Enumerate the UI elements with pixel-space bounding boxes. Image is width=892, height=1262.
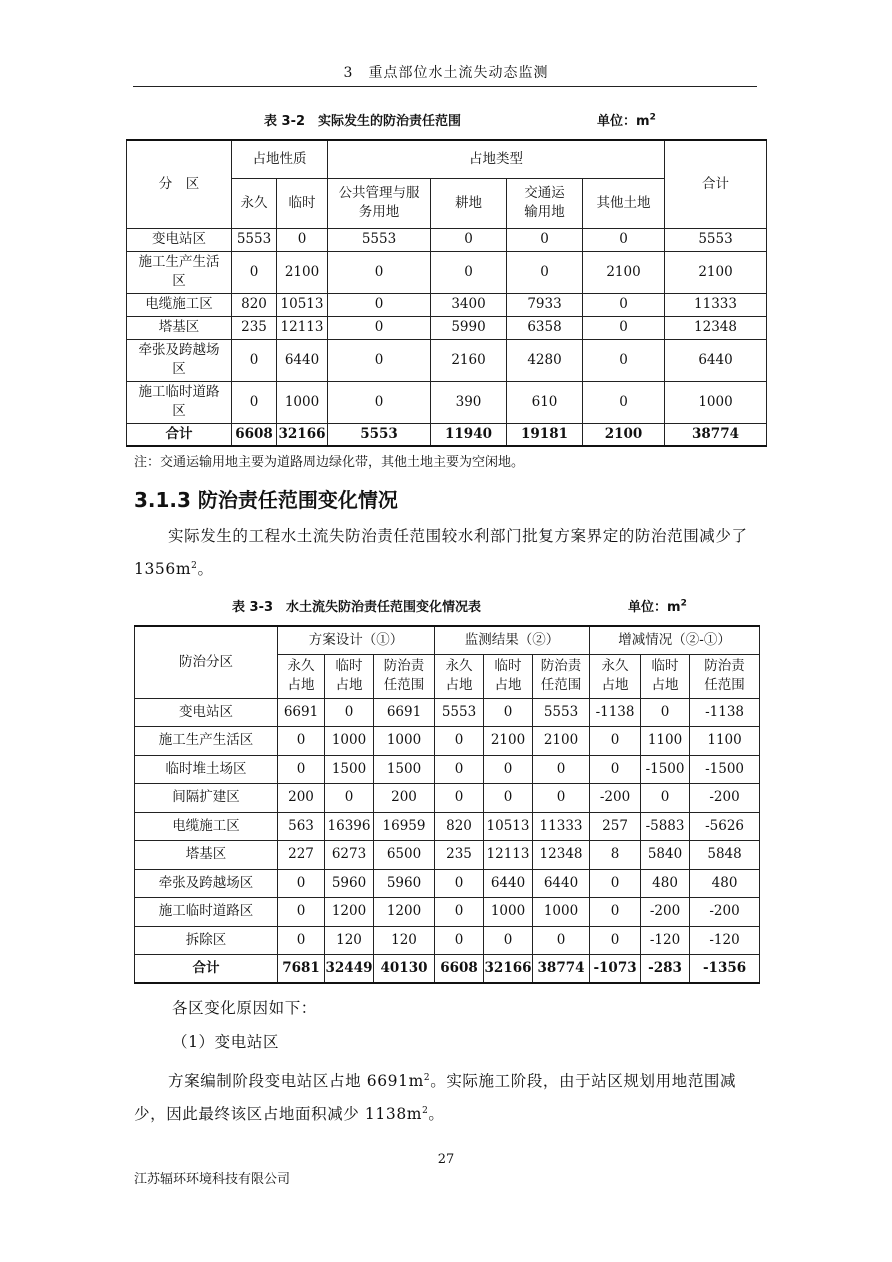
row-label: 拆除区: [135, 926, 278, 955]
table-cell: 0: [328, 316, 431, 339]
table-cell: 0: [328, 339, 431, 381]
subheader-cell: 永久占地: [435, 654, 484, 698]
table-cell: 12348: [665, 316, 767, 339]
table-cell: -5626: [690, 812, 760, 841]
table-cell: 38774: [533, 955, 590, 984]
table-cell: -200: [690, 784, 760, 813]
table-cell: -1138: [590, 698, 641, 727]
row-label: 合计: [135, 955, 278, 984]
table-cell: 0: [435, 926, 484, 955]
table-row: [135, 812, 760, 841]
table-cell: 200: [374, 784, 435, 813]
section-paragraph: 实际发生的工程水土流失防治责任范围较水利部门批复方案界定的防治范围减少了 $1356m^2$。: [134, 527, 748, 579]
table-cell: 10513: [484, 812, 533, 841]
table-cell: 0: [278, 755, 325, 784]
table-cell: 200: [278, 784, 325, 813]
table-cell: 0: [484, 784, 533, 813]
table-cell: 0: [590, 898, 641, 927]
table-cell: -200: [590, 784, 641, 813]
table-row: [135, 898, 760, 927]
table-row: [127, 316, 767, 339]
table-cell: 0: [583, 381, 665, 423]
table-cell: 0: [590, 869, 641, 898]
table-cell: 1100: [690, 727, 760, 756]
table-cell: 0: [278, 727, 325, 756]
table-cell: 11940: [431, 423, 507, 446]
table-cell: 6691: [374, 698, 435, 727]
table-3-2-caption: 表 3-2 实际发生的防治责任范围: [264, 114, 462, 129]
table-cell: 0: [328, 381, 431, 423]
table-cell: -200: [641, 898, 690, 927]
row-label: 合计: [127, 423, 232, 446]
table-cell: 5960: [374, 869, 435, 898]
table-cell: -200: [690, 898, 760, 927]
table-cell: 257: [590, 812, 641, 841]
body-paragraph: 方案编制阶段变电站区占地 $6691m^2$。实际施工阶段，由于站区规划用地范围减少，因此最终该区占地面积减少 $1138m^2$。: [134, 1072, 737, 1124]
row-label: 变电站区: [135, 698, 278, 727]
table-cell: 0: [641, 784, 690, 813]
table-row: [135, 841, 760, 870]
table-cell: 6440: [277, 339, 328, 381]
row-label: 临时堆土场区: [135, 755, 278, 784]
table-cell: 0: [278, 926, 325, 955]
table-cell: 1500: [374, 755, 435, 784]
table-cell: -1073: [590, 955, 641, 984]
row-label: 施工临时道路区: [135, 898, 278, 927]
table-cell: 8: [590, 841, 641, 870]
table-cell: 2100: [484, 727, 533, 756]
table-cell: 0: [325, 698, 374, 727]
table-row: [127, 339, 767, 381]
header-group-monitor: 监测结果（②）: [435, 626, 590, 654]
table-cell: 1000: [484, 898, 533, 927]
table-cell: 5553: [328, 228, 431, 251]
table-cell: 5553: [328, 423, 431, 446]
table-cell: 32166: [277, 423, 328, 446]
row-label: 电缆施工区: [135, 812, 278, 841]
table-cell: 11333: [665, 293, 767, 316]
table-cell: -120: [690, 926, 760, 955]
subheader-cell: 防治责任范围: [533, 654, 590, 698]
table-cell: 1000: [325, 727, 374, 756]
table-cell: 820: [435, 812, 484, 841]
table-cell: 0: [583, 228, 665, 251]
table-cell: 0: [431, 228, 507, 251]
table-cell: 5553: [435, 698, 484, 727]
subheader-cell: 永久占地: [590, 654, 641, 698]
table-row: [135, 926, 760, 955]
table-cell: 0: [641, 698, 690, 727]
table-cell: -1138: [690, 698, 760, 727]
table-cell: 19181: [507, 423, 583, 446]
table-row: [135, 869, 760, 898]
table-cell: 7681: [278, 955, 325, 984]
table-cell: 2100: [583, 423, 665, 446]
table-cell: 0: [507, 228, 583, 251]
table-cell: 7933: [507, 293, 583, 316]
table-row: [127, 423, 767, 446]
row-label: 塔基区: [135, 841, 278, 870]
table-cell: 0: [583, 316, 665, 339]
table-3-3-caption: 表 3-3 水土流失防治责任范围变化情况表: [232, 600, 482, 615]
table-cell: 2100: [583, 251, 665, 293]
table-cell: 0: [484, 698, 533, 727]
table-cell: 0: [590, 727, 641, 756]
table-cell: 5553: [665, 228, 767, 251]
table-cell: 2100: [277, 251, 328, 293]
table-cell: 0: [431, 251, 507, 293]
table-cell: 6440: [533, 869, 590, 898]
table-row: [127, 293, 767, 316]
subheader-cell: 永久: [232, 178, 277, 228]
table-cell: 6608: [435, 955, 484, 984]
table-cell: 6500: [374, 841, 435, 870]
subheader-cell: 防治责任范围: [690, 654, 760, 698]
table-cell: 12113: [277, 316, 328, 339]
table-cell: 0: [435, 869, 484, 898]
table-cell: -1500: [690, 755, 760, 784]
table-cell: 0: [590, 755, 641, 784]
table-cell: 6358: [507, 316, 583, 339]
table-cell: 1500: [325, 755, 374, 784]
table-3-3-body: [135, 698, 760, 983]
header-zone: 防治分区: [135, 626, 278, 698]
table-cell: 610: [507, 381, 583, 423]
table-cell: -1500: [641, 755, 690, 784]
table-cell: 1000: [374, 727, 435, 756]
row-label: 塔基区: [127, 316, 232, 339]
table-cell: 0: [435, 755, 484, 784]
table-row: [127, 228, 767, 251]
header-zone: 分 区: [127, 140, 232, 228]
table-cell: 10513: [277, 293, 328, 316]
running-header: 3 重点部位水土流失动态监测: [343, 65, 549, 81]
table-cell: 0: [533, 926, 590, 955]
subheader-cell: 临时: [277, 178, 328, 228]
table-cell: 5960: [325, 869, 374, 898]
table-cell: 0: [507, 251, 583, 293]
table-cell: 40130: [374, 955, 435, 984]
table-cell: 1000: [665, 381, 767, 423]
table-cell: 1000: [533, 898, 590, 927]
table-cell: 0: [533, 784, 590, 813]
subheader-cell: 临时占地: [641, 654, 690, 698]
table-cell: 0: [278, 869, 325, 898]
table-cell: 5553: [232, 228, 277, 251]
table-cell: 0: [328, 251, 431, 293]
table-3-2-unit: 单位：$m^2$: [597, 112, 656, 129]
table-3-2-body: [127, 228, 767, 446]
table-cell: 16396: [325, 812, 374, 841]
table-cell: 6691: [278, 698, 325, 727]
footer-company: 江苏辐环环境科技有限公司: [134, 1172, 291, 1187]
table-cell: 32449: [325, 955, 374, 984]
table-3-2-note: 注：交通运输用地主要为道路周边绿化带，其他土地主要为空闲地。: [134, 455, 525, 470]
subheader-cell: 临时占地: [484, 654, 533, 698]
table-cell: 0: [590, 926, 641, 955]
table-cell: 120: [325, 926, 374, 955]
section-heading: 3.1.3 防治责任范围变化情况: [134, 488, 398, 512]
row-label: 牵张及跨越场区: [135, 869, 278, 898]
table-cell: 0: [232, 339, 277, 381]
table-cell: 120: [374, 926, 435, 955]
table-cell: 6608: [232, 423, 277, 446]
table-cell: 0: [232, 251, 277, 293]
table-cell: 227: [278, 841, 325, 870]
header-land-nature: 占地性质: [232, 140, 328, 178]
table-cell: 16959: [374, 812, 435, 841]
row-label: 间隔扩建区: [135, 784, 278, 813]
table-cell: 390: [431, 381, 507, 423]
subheader-cell: 交通运输用地: [507, 178, 583, 228]
subheader-cell: 永久占地: [278, 654, 325, 698]
table-cell: 38774: [665, 423, 767, 446]
table-cell: 0: [278, 898, 325, 927]
table-cell: 12113: [484, 841, 533, 870]
table-cell: 480: [690, 869, 760, 898]
table-cell: 563: [278, 812, 325, 841]
table-row: [135, 755, 760, 784]
row-label: 施工临时道路区: [127, 381, 232, 423]
table-row: [135, 698, 760, 727]
subheader-cell: 公共管理与服务用地: [328, 178, 431, 228]
table-cell: 0: [583, 339, 665, 381]
header-group-change: 增减情况（②-①）: [590, 626, 760, 654]
table-cell: 0: [435, 898, 484, 927]
table-cell: 0: [533, 755, 590, 784]
table-cell: 1100: [641, 727, 690, 756]
subheader-cell: 临时占地: [325, 654, 374, 698]
table-cell: 0: [583, 293, 665, 316]
table-row: [127, 381, 767, 423]
table-cell: 5848: [690, 841, 760, 870]
table-row: [135, 727, 760, 756]
table-cell: 6440: [665, 339, 767, 381]
table-cell: 2160: [431, 339, 507, 381]
header-land-type: 占地类型: [328, 140, 665, 178]
body-line-1: 各区变化原因如下：: [172, 999, 317, 1017]
table-cell: 2100: [665, 251, 767, 293]
table-cell: -283: [641, 955, 690, 984]
table-cell: -120: [641, 926, 690, 955]
page-number: 27: [437, 1152, 455, 1167]
table-cell: 0: [277, 228, 328, 251]
table-cell: 480: [641, 869, 690, 898]
table-row: [135, 955, 760, 984]
table-3-2: [126, 139, 767, 447]
body-line-2: （1）变电站区: [172, 1033, 280, 1051]
row-label: 施工生产生活区: [127, 251, 232, 293]
table-cell: 2100: [533, 727, 590, 756]
header-group-design: 方案设计（①）: [278, 626, 435, 654]
table-cell: 1200: [374, 898, 435, 927]
table-cell: 235: [435, 841, 484, 870]
header-divider: [133, 86, 757, 87]
table-cell: 0: [232, 381, 277, 423]
table-cell: 3400: [431, 293, 507, 316]
table-cell: 12348: [533, 841, 590, 870]
table-cell: 5553: [533, 698, 590, 727]
table-cell: 820: [232, 293, 277, 316]
row-label: 变电站区: [127, 228, 232, 251]
header-total: 合计: [665, 140, 767, 228]
table-cell: -1356: [690, 955, 760, 984]
table-cell: 0: [484, 755, 533, 784]
table-cell: 6273: [325, 841, 374, 870]
table-row: [135, 784, 760, 813]
table-cell: 0: [328, 293, 431, 316]
row-label: 牵张及跨越场区: [127, 339, 232, 381]
table-cell: 0: [484, 926, 533, 955]
table-cell: 0: [435, 784, 484, 813]
table-cell: 0: [325, 784, 374, 813]
row-label: 电缆施工区: [127, 293, 232, 316]
table-cell: 235: [232, 316, 277, 339]
table-cell: 5840: [641, 841, 690, 870]
table-3-3: [134, 625, 760, 984]
table-cell: 1000: [277, 381, 328, 423]
table-cell: 5990: [431, 316, 507, 339]
subheader-cell: 耕地: [431, 178, 507, 228]
table-cell: 32166: [484, 955, 533, 984]
table-cell: 0: [435, 727, 484, 756]
table-cell: -5883: [641, 812, 690, 841]
subheader-cell: 防治责任范围: [374, 654, 435, 698]
table-cell: 6440: [484, 869, 533, 898]
row-label: 施工生产生活区: [135, 727, 278, 756]
table-cell: 1200: [325, 898, 374, 927]
table-cell: 4280: [507, 339, 583, 381]
subheader-cell: 其他土地: [583, 178, 665, 228]
table-cell: 11333: [533, 812, 590, 841]
table-row: [127, 251, 767, 293]
table-3-3-unit: 单位：$m^2$: [628, 598, 687, 615]
